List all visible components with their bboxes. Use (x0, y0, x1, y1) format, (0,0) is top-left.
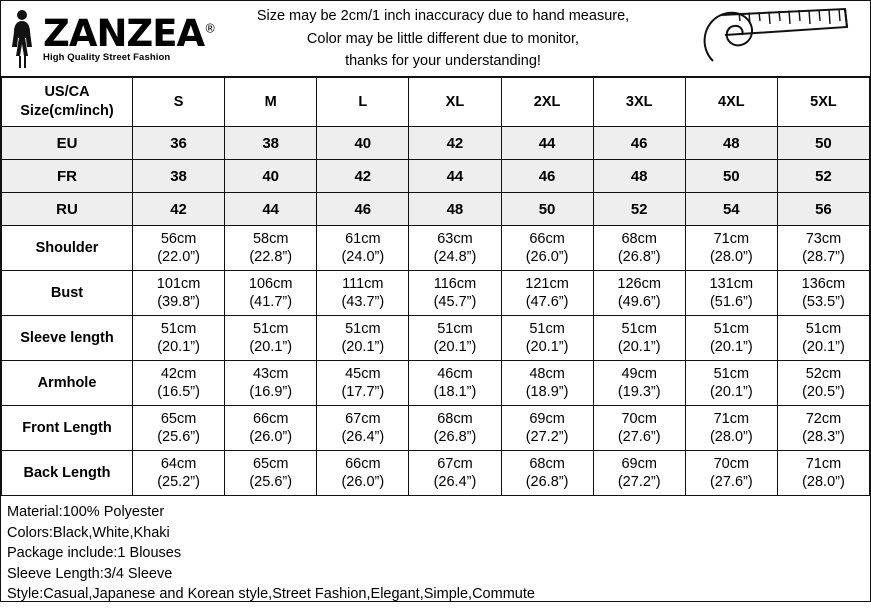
note-line-1: Size may be 2cm/1 inch inaccuracy due to hand measure, (256, 8, 630, 25)
cell-inch: (20.1”) (802, 339, 845, 355)
cell: 50 (685, 160, 777, 193)
cell-cm: 64cm (160, 455, 197, 472)
cell-inch: (26.8”) (617, 249, 661, 265)
cell-cm: 42cm (160, 365, 197, 382)
cell (777, 361, 869, 406)
corner-line-1: US/CA (44, 84, 90, 101)
cell-inch: (25.6”) (249, 474, 293, 490)
cell: 42 (317, 160, 409, 193)
cell (501, 406, 593, 451)
size-table-body (2, 78, 870, 496)
cell-cm: 51cm (529, 320, 565, 337)
cell-inch: (20.1”) (709, 339, 753, 355)
cell-cm: 67cm (437, 455, 473, 472)
cell (777, 316, 869, 361)
cell-inch: (20.5”) (802, 384, 845, 400)
row-label: EU (2, 127, 133, 160)
cell-cm: 121cm (525, 275, 569, 292)
row-label: RU (2, 193, 133, 226)
cell-inch: (19.3”) (617, 384, 661, 400)
cell-cm: 51cm (621, 320, 657, 337)
cell (409, 226, 501, 271)
cell (685, 316, 777, 361)
cell: 48 (685, 127, 777, 160)
cell-inch: (26.8”) (433, 429, 477, 445)
cell-inch: (27.2”) (525, 429, 569, 445)
cell-inch: (20.1”) (433, 339, 477, 355)
cell-inch: (20.1”) (525, 339, 569, 355)
cell-cm: 48cm (529, 365, 565, 382)
cell-cm: 69cm (529, 410, 565, 427)
cell-cm: 51cm (713, 320, 750, 337)
cell (225, 451, 317, 496)
cell (685, 271, 777, 316)
cell (685, 451, 777, 496)
cell-inch: (28.0”) (802, 474, 845, 490)
cell: 42 (409, 127, 501, 160)
cell-inch: (25.6”) (157, 429, 200, 445)
cell: 38 (225, 127, 317, 160)
brand-text (43, 11, 216, 63)
cell: 46 (501, 160, 593, 193)
cell-cm: 106cm (248, 275, 293, 292)
table-row (2, 316, 870, 361)
cell-inch: (26.0”) (341, 474, 385, 490)
cell (777, 226, 869, 271)
cell-inch: (27.2”) (617, 474, 661, 490)
row-label: Sleeve length (2, 316, 133, 361)
cell-cm: 65cm (252, 455, 289, 472)
cell: 44 (501, 127, 593, 160)
cell (133, 406, 225, 451)
cell-inch: (22.8”) (249, 249, 293, 265)
cell: 40 (317, 127, 409, 160)
cell: 36 (133, 127, 225, 160)
cell (501, 451, 593, 496)
column-header: S (133, 78, 225, 127)
cell (501, 226, 593, 271)
cell (225, 271, 317, 316)
size-table (1, 77, 870, 496)
cell-cm: 61cm (345, 230, 381, 247)
cell-cm: 68cm (621, 230, 657, 247)
cell-inch: (43.7”) (341, 294, 385, 310)
cell-inch: (22.0”) (157, 249, 200, 265)
cell: 56 (777, 193, 869, 226)
row-label: Back Length (2, 451, 133, 496)
cell-cm: 73cm (805, 230, 842, 247)
cell-inch: (53.5”) (802, 294, 845, 310)
woman-silhouette-icon (7, 8, 41, 70)
cell-inch: (20.1”) (709, 384, 753, 400)
cell-inch: (18.1”) (433, 384, 477, 400)
table-row (2, 451, 870, 496)
cell: 46 (593, 127, 685, 160)
cell-inch: (26.4”) (341, 429, 385, 445)
row-label: Armhole (2, 361, 133, 406)
row-label: FR (2, 160, 133, 193)
cell (593, 316, 685, 361)
cell-inch: (27.6”) (617, 429, 661, 445)
cell (593, 361, 685, 406)
cell-inch: (20.1”) (341, 339, 385, 355)
cell (593, 226, 685, 271)
cell: 52 (777, 160, 869, 193)
cell-inch: (27.6”) (709, 474, 753, 490)
table-row (2, 160, 870, 193)
cell (225, 316, 317, 361)
registered-mark: ® (204, 21, 216, 36)
cell-inch: (28.0”) (709, 249, 753, 265)
cell-inch: (17.7”) (341, 384, 385, 400)
column-header: 4XL (685, 78, 777, 127)
cell-inch: (24.8”) (433, 249, 477, 265)
cell: 52 (593, 193, 685, 226)
cell-inch: (28.3”) (802, 429, 845, 445)
column-header: 2XL (501, 78, 593, 127)
cell (593, 271, 685, 316)
detail-colors: Colors:Black,White,Khaki (7, 524, 170, 541)
cell-cm: 111cm (342, 275, 384, 292)
cell-inch: (20.1”) (157, 339, 200, 355)
cell (501, 316, 593, 361)
brand-block (1, 1, 216, 76)
cell (133, 451, 225, 496)
cell (317, 271, 409, 316)
table-row (2, 127, 870, 160)
cell: 50 (501, 193, 593, 226)
cell-cm: 46cm (437, 365, 473, 382)
cell-cm: 66cm (252, 410, 289, 427)
cell: 44 (409, 160, 501, 193)
table-header-row (2, 78, 870, 127)
detail-sleeve-length: Sleeve Length:3/4 Sleeve (7, 565, 173, 582)
cell (409, 406, 501, 451)
table-row (2, 406, 870, 451)
cell-inch: (28.7”) (802, 249, 845, 265)
chart-header (1, 1, 870, 77)
cell (409, 316, 501, 361)
cell (593, 406, 685, 451)
cell-inch: (16.9”) (249, 384, 293, 400)
cell (501, 361, 593, 406)
cell-cm: 51cm (805, 320, 842, 337)
cell-cm: 68cm (529, 455, 565, 472)
detail-material: Material:100% Polyester (7, 504, 165, 520)
cell-cm: 65cm (160, 410, 197, 427)
cell-cm: 72cm (805, 410, 842, 427)
cell (777, 271, 869, 316)
column-header: L (317, 78, 409, 127)
note-line-2: Color may be little different due to monitor, (306, 30, 580, 47)
brand-name-text: ZANZEA (43, 11, 205, 55)
cell (409, 451, 501, 496)
cell-cm: 71cm (713, 410, 750, 427)
cell: 46 (317, 193, 409, 226)
cell-inch: (47.6”) (525, 294, 569, 310)
cell-cm: 66cm (529, 230, 565, 247)
cell (317, 226, 409, 271)
detail-package: Package include:1 Blouses (7, 545, 182, 562)
table-row (2, 193, 870, 226)
column-header: XL (409, 78, 501, 127)
cell-cm: 51cm (345, 320, 381, 337)
corner-line-2: Size(cm/inch) (20, 103, 114, 119)
cell: 48 (409, 193, 501, 226)
cell-cm: 51cm (252, 320, 289, 337)
cell-inch: (45.7”) (433, 294, 477, 310)
cell (133, 361, 225, 406)
cell-cm: 69cm (621, 455, 657, 472)
row-label: Bust (2, 271, 133, 316)
cell-cm: 101cm (156, 275, 201, 292)
cell: 48 (593, 160, 685, 193)
cell (225, 361, 317, 406)
cell-inch: (26.0”) (525, 249, 569, 265)
cell-cm: 56cm (160, 230, 197, 247)
cell-inch: (24.0”) (341, 249, 385, 265)
cell (225, 406, 317, 451)
cell (133, 271, 225, 316)
cell-cm: 131cm (709, 275, 754, 292)
cell-cm: 66cm (345, 455, 381, 472)
cell-inch: (20.1”) (249, 339, 293, 355)
cell-cm: 51cm (713, 365, 750, 382)
cell-inch: (18.9”) (525, 384, 569, 400)
cell (593, 451, 685, 496)
cell-cm: 51cm (160, 320, 197, 337)
cell-inch: (16.5”) (157, 384, 200, 400)
cell-cm: 70cm (713, 455, 750, 472)
cell: 42 (133, 193, 225, 226)
cell (133, 226, 225, 271)
cell-inch: (39.8”) (157, 294, 200, 310)
cell (225, 226, 317, 271)
cell-cm: 71cm (805, 455, 842, 472)
cell-cm: 52cm (805, 365, 842, 382)
cell: 50 (777, 127, 869, 160)
cell (777, 406, 869, 451)
table-row (2, 361, 870, 406)
cell: 44 (225, 193, 317, 226)
cell (409, 361, 501, 406)
cell-cm: 126cm (617, 275, 661, 292)
column-header: 5XL (777, 78, 869, 127)
brand-name (43, 11, 216, 55)
cell (409, 271, 501, 316)
cell (685, 361, 777, 406)
cell-inch: (26.8”) (525, 474, 569, 490)
cell-cm: 63cm (437, 230, 473, 247)
cell-cm: 116cm (433, 275, 477, 292)
cell-inch: (26.4”) (433, 474, 477, 490)
cell (685, 226, 777, 271)
cell-cm: 136cm (801, 275, 846, 292)
cell-inch: (49.6”) (617, 294, 661, 310)
detail-style: Style:Casual,Japanese and Korean style,Street Fashion,Elegant,Simple,Commute (7, 586, 535, 603)
cell-inch: (25.2”) (157, 474, 200, 490)
cell (317, 451, 409, 496)
cell-inch: (20.1”) (617, 339, 661, 355)
cell (685, 406, 777, 451)
row-label: Front Length (2, 406, 133, 451)
cell-cm: 49cm (621, 365, 657, 382)
cell-cm: 58cm (252, 230, 289, 247)
table-row (2, 226, 870, 271)
brand-tagline: High Quality Street Fashion (43, 51, 171, 63)
cell-cm: 43cm (252, 365, 289, 382)
cell (133, 316, 225, 361)
cell-inch: (26.0”) (249, 429, 293, 445)
cell (777, 451, 869, 496)
cell: 54 (685, 193, 777, 226)
cell-cm: 67cm (345, 410, 381, 427)
cell-inch: (51.6”) (709, 294, 753, 310)
cell: 40 (225, 160, 317, 193)
cell: 38 (133, 160, 225, 193)
cell (501, 271, 593, 316)
table-row (2, 271, 870, 316)
column-header: 3XL (593, 78, 685, 127)
cell-cm: 68cm (437, 410, 473, 427)
measuring-tape-icon (695, 1, 870, 76)
cell-cm: 71cm (713, 230, 750, 247)
cell (317, 361, 409, 406)
cell-cm: 51cm (437, 320, 473, 337)
product-details (1, 496, 870, 609)
column-header: M (225, 78, 317, 127)
cell-inch: (28.0”) (709, 429, 753, 445)
corner-cell (2, 78, 133, 127)
cell-cm: 70cm (621, 410, 657, 427)
cell (317, 406, 409, 451)
cell-inch: (41.7”) (249, 294, 293, 310)
row-label: Shoulder (2, 226, 133, 271)
note-line-3: thanks for your understanding! (345, 53, 541, 70)
cell (317, 316, 409, 361)
header-notes (191, 1, 695, 76)
cell-cm: 45cm (345, 365, 381, 382)
